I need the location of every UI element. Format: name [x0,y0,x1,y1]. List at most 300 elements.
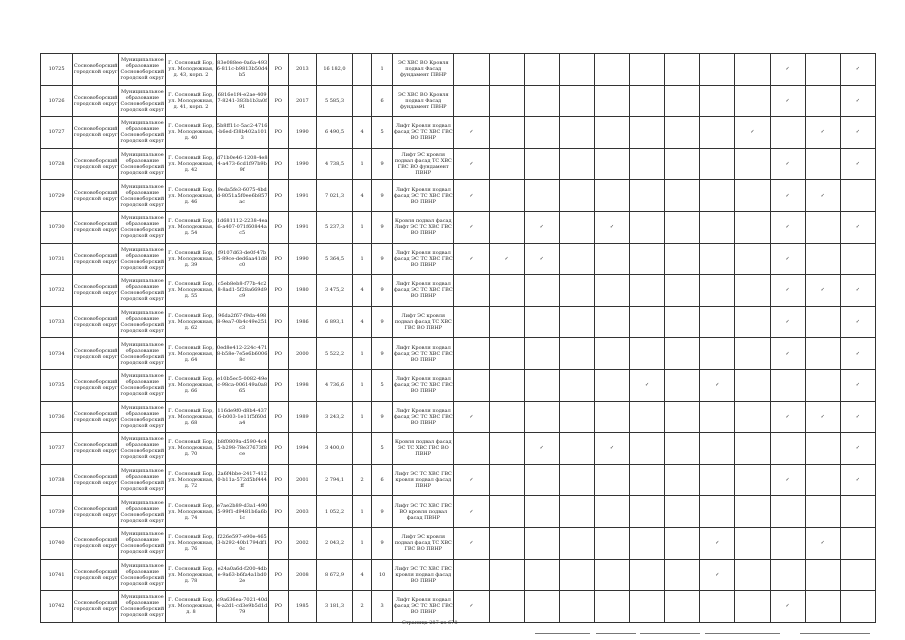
owner-cell: Муниципальное образование Сосновоборский городской округ [119,338,166,370]
empty-cell [805,54,840,86]
empty-cell [665,527,700,559]
year-cell: 1990 [288,243,316,275]
district-cell: Сосновоборский городской округ [73,433,119,465]
empty-cell [735,401,770,433]
check-mark-icon: ✓ [594,211,629,243]
floors-cell: 4 [353,117,372,149]
owner-cell: Муниципальное образование Сосновоборский городской округ [119,117,166,149]
table-row [41,54,876,86]
empty-cell [665,211,700,243]
empty-cell [594,306,629,338]
empty-cell [524,180,559,212]
row-number: 10727 [41,117,73,149]
year-cell: 2013 [288,54,316,86]
district-cell: Сосновоборский городской округ [73,338,119,370]
address-cell: Г. Сосновый Бор, ул. Молодежная, д. 41, корп. 2 [166,85,216,117]
area-cell: 3 475,2 [316,275,352,307]
check-mark-icon: ✓ [805,117,840,149]
empty-cell [559,54,594,86]
owner-cell: Муниципальное образование Сосновоборский городской округ [119,527,166,559]
empty-cell [630,433,665,465]
empty-cell [630,338,665,370]
floors-cell: 1 [353,496,372,528]
empty-cell [805,369,840,401]
guid-cell: 2a6f4bbe-2417-4120-b11a-572d5bf444ff [216,464,268,496]
table-row [41,591,876,623]
empty-cell [735,496,770,528]
empty-cell [700,243,735,275]
guid-cell: b8f0809a-d590-4c45-b298-78e37673f8ce [216,433,268,465]
check-mark-icon: ✓ [454,211,489,243]
row-number: 10735 [41,369,73,401]
empty-cell [805,496,840,528]
empty-cell [805,338,840,370]
district-cell: Сосновоборский городской округ [73,180,119,212]
empty-cell [454,85,489,117]
owner-cell: Муниципальное образование Сосновоборский городской округ [119,401,166,433]
empty-cell [805,306,840,338]
row-number: 10737 [41,433,73,465]
empty-cell [524,464,559,496]
guid-cell: 5b8ff11c-5ac2-4716-b6ed-f38b402a1013 [216,117,268,149]
empty-cell [594,559,629,591]
empty-cell [594,243,629,275]
owner-cell: Муниципальное образование Сосновоборский городской округ [119,54,166,86]
district-cell: Сосновоборский городской округ [73,464,119,496]
check-mark-icon: ✓ [770,275,805,307]
works-cell: ЭС ХВС ВО Кровля подвал Фасад фундамент ПВНР [393,54,454,86]
empty-cell [630,117,665,149]
check-mark-icon: ✓ [630,369,665,401]
check-mark-icon: ✓ [700,559,735,591]
type-cell: РО [268,338,288,370]
district-cell: Сосновоборский городской округ [73,54,119,86]
empty-cell [700,148,735,180]
check-mark-icon: ✓ [840,433,875,465]
check-mark-icon: ✓ [524,243,559,275]
empty-cell [594,464,629,496]
district-cell: Сосновоборский городской округ [73,401,119,433]
empty-cell [805,85,840,117]
empty-cell [700,338,735,370]
district-cell: Сосновоборский городской округ [73,496,119,528]
address-cell: Г. Сосновый Бор, ул. Молодежная, д. 78 [166,559,216,591]
scan-line [640,633,700,634]
owner-cell: Муниципальное образование Сосновоборский городской округ [119,464,166,496]
empty-cell [735,211,770,243]
area-cell: 5 585,3 [316,85,352,117]
table-row [41,306,876,338]
check-mark-icon: ✓ [840,401,875,433]
empty-cell [700,306,735,338]
address-cell: Г. Сосновый Бор, ул. Молодежная, д. 8 [166,591,216,623]
empty-cell [630,401,665,433]
check-mark-icon: ✓ [770,54,805,86]
check-mark-icon: ✓ [454,401,489,433]
works-cell: Лифт Кровля подвал фасад ЭС ТС ХВС ГВС ВО ПВНР [393,117,454,149]
floors-cell: 4 [353,180,372,212]
year-cell: 1990 [288,117,316,149]
check-mark-icon: ✓ [770,85,805,117]
check-mark-icon: ✓ [454,148,489,180]
table-row [41,148,876,180]
empty-cell [665,117,700,149]
empty-cell [770,117,805,149]
works-cell: Кровля подвал фасад ЭС ТС ХВС ГВС ВО ПВНР [393,433,454,465]
works-cell: Лифт Кровля подвал фасад ЭС ТС ХВС ГВС ВО ПВНР [393,243,454,275]
empty-cell [559,401,594,433]
empty-cell [559,275,594,307]
area-cell: 2 794,1 [316,464,352,496]
type-cell: РО [268,591,288,623]
type-cell: РО [268,559,288,591]
area-cell: 4 738,5 [316,148,352,180]
empty-cell [489,527,524,559]
empty-cell [735,180,770,212]
floors-cell: 1 [353,148,372,180]
area-cell: 6 490,5 [316,117,352,149]
owner-cell: Муниципальное образование Сосновоборский городской округ [119,275,166,307]
check-mark-icon: ✓ [840,211,875,243]
empty-cell [524,338,559,370]
row-number: 10739 [41,496,73,528]
check-mark-icon: ✓ [735,117,770,149]
table-row [41,211,876,243]
empty-cell [665,559,700,591]
empty-cell [594,148,629,180]
row-number: 10730 [41,211,73,243]
check-mark-icon: ✓ [594,433,629,465]
guid-cell: 116de9f0-d8b4-4376-b003-1e11f5f60da4 [216,401,268,433]
check-mark-icon: ✓ [454,496,489,528]
empty-cell [594,496,629,528]
row-number: 10741 [41,559,73,591]
check-mark-icon: ✓ [805,401,840,433]
works-cell: Лифт Кровля подвал фасад ЭС ТС ХВС ГВС ВО ПВНР [393,401,454,433]
empty-cell [559,306,594,338]
area-cell: 3 400,0 [316,433,352,465]
check-mark-icon: ✓ [805,180,840,212]
page-footer: Страница 287 из 678 [402,620,458,626]
area-cell: 3 181,3 [316,591,352,623]
empty-cell [559,527,594,559]
address-cell: Г. Сосновый Бор, ул. Молодежная, д. 46 [166,180,216,212]
empty-cell [735,85,770,117]
floors-cell: 4 [353,559,372,591]
area-cell: 1 052,2 [316,496,352,528]
year-cell: 2003 [288,496,316,528]
address-cell: Г. Сосновый Бор, ул. Молодежная, д. 54 [166,211,216,243]
empty-cell [559,559,594,591]
floors-cell: 4 [353,306,372,338]
floors-cell: 1 [353,369,372,401]
type-cell: РО [268,275,288,307]
entrances-cell: 1 [372,54,393,86]
row-number: 10733 [41,306,73,338]
year-cell: 2000 [288,338,316,370]
empty-cell [559,243,594,275]
type-cell: РО [268,180,288,212]
address-cell: Г. Сосновый Бор, ул. Молодежная, д. 74 [166,496,216,528]
empty-cell [524,591,559,623]
type-cell: РО [268,54,288,86]
area-cell: 7 021,3 [316,180,352,212]
floors-cell: 1 [353,243,372,275]
empty-cell [559,433,594,465]
table-row [41,85,876,117]
table-row [41,338,876,370]
empty-cell [524,496,559,528]
empty-cell [630,211,665,243]
type-cell: РО [268,401,288,433]
empty-cell [489,464,524,496]
empty-cell [524,117,559,149]
empty-cell [770,369,805,401]
owner-cell: Муниципальное образование Сосновоборский городской округ [119,433,166,465]
empty-cell [524,306,559,338]
empty-cell [524,275,559,307]
empty-cell [594,527,629,559]
empty-cell [840,243,875,275]
area-cell: 3 243,2 [316,401,352,433]
empty-cell [594,591,629,623]
check-mark-icon: ✓ [770,211,805,243]
check-mark-icon: ✓ [524,433,559,465]
guid-cell: 1d681112-2238-4ea6-a407-071f60844ac5 [216,211,268,243]
entrances-cell: 3 [372,591,393,623]
check-mark-icon: ✓ [770,243,805,275]
empty-cell [594,54,629,86]
area-cell: 5 364,5 [316,243,352,275]
empty-cell [840,180,875,212]
type-cell: РО [268,148,288,180]
empty-cell [700,117,735,149]
address-cell: Г. Сосновый Бор, ул. Молодежная, д. 43, корп. 2 [166,54,216,86]
empty-cell [489,275,524,307]
type-cell: РО [268,306,288,338]
scan-line [705,633,780,634]
owner-cell: Муниципальное образование Сосновоборский городской округ [119,591,166,623]
guid-cell: d71b0e46-1208-4e84-a473-6cd1f97b9b9f [216,148,268,180]
year-cell: 1989 [288,401,316,433]
works-cell: Лифт Кровля подвал фасад ЭС ТС ХВС ГВС ВО ПВНР [393,591,454,623]
empty-cell [735,243,770,275]
empty-cell [559,496,594,528]
guid-cell: 6816e1f4-e2ae-4097-8241-383b1b3a0f91 [216,85,268,117]
works-cell: Лифт Кровля подвал фасад ЭС ТС ХВС ГВС ВО ПВНР [393,369,454,401]
floors-cell [353,433,372,465]
empty-cell [770,496,805,528]
floors-cell: 1 [353,338,372,370]
check-mark-icon: ✓ [454,117,489,149]
row-number: 10731 [41,243,73,275]
empty-cell [665,401,700,433]
empty-cell [665,433,700,465]
check-mark-icon: ✓ [840,85,875,117]
district-cell: Сосновоборский городской округ [73,148,119,180]
empty-cell [665,369,700,401]
guid-cell: 0ed8e412-224c-4718-b58e-7e5e6b60068c [216,338,268,370]
entrances-cell: 5 [372,433,393,465]
empty-cell [735,306,770,338]
works-cell: Лифт Кровля подвал фасад ЭС ТС ХВС ГВС ВО ПВНР [393,275,454,307]
empty-cell [735,369,770,401]
district-cell: Сосновоборский городской округ [73,211,119,243]
works-cell: Лифт ЭС кровля подвал фасад ТС ХВС ГВС ВО ПВНР [393,527,454,559]
type-cell: РО [268,243,288,275]
empty-cell [559,211,594,243]
check-mark-icon: ✓ [454,180,489,212]
scan-line [800,633,870,634]
check-mark-icon: ✓ [840,275,875,307]
owner-cell: Муниципальное образование Сосновоборский городской округ [119,306,166,338]
table-row [41,369,876,401]
empty-cell [594,401,629,433]
year-cell: 1994 [288,433,316,465]
owner-cell: Муниципальное образование Сосновоборский городской округ [119,559,166,591]
table-row [41,433,876,465]
owner-cell: Муниципальное образование Сосновоборский городской округ [119,369,166,401]
year-cell: 1980 [288,275,316,307]
empty-cell [630,180,665,212]
empty-cell [665,306,700,338]
row-number: 10729 [41,180,73,212]
table-row [41,180,876,212]
check-mark-icon: ✓ [700,369,735,401]
empty-cell [454,54,489,86]
check-mark-icon: ✓ [805,527,840,559]
type-cell: РО [268,496,288,528]
table-row [41,559,876,591]
empty-cell [735,54,770,86]
check-mark-icon: ✓ [454,527,489,559]
works-cell: ЭС ХВС ВО Кровля подвал Фасад фундамент ПВНР [393,85,454,117]
entrances-cell: 9 [372,306,393,338]
floors-cell: 1 [353,211,372,243]
empty-cell [700,433,735,465]
row-number: 10736 [41,401,73,433]
district-cell: Сосновоборский городской округ [73,306,119,338]
check-mark-icon: ✓ [770,180,805,212]
empty-cell [454,306,489,338]
empty-cell [665,338,700,370]
type-cell: РО [268,527,288,559]
empty-cell [770,433,805,465]
empty-cell [665,243,700,275]
empty-cell [700,54,735,86]
empty-cell [489,369,524,401]
empty-cell [665,496,700,528]
floors-cell: 2 [353,464,372,496]
empty-cell [559,148,594,180]
check-mark-icon: ✓ [840,306,875,338]
year-cell: 2001 [288,464,316,496]
empty-cell [700,180,735,212]
empty-cell [665,464,700,496]
empty-cell [524,401,559,433]
district-cell: Сосновоборский городской округ [73,117,119,149]
guid-cell: 9eda5fe3-6075-4bdd-8051a5f0ee6b857ac [216,180,268,212]
works-cell: Лифт ЭС ТС ХВС ГВС ВО кровля подвал фасад ПВНР [393,496,454,528]
entrances-cell: 9 [372,180,393,212]
guid-cell: 83e088ee-0a6a-4936-811c-b9813b50d4b5 [216,54,268,86]
empty-cell [524,54,559,86]
empty-cell [454,369,489,401]
floors-cell: 2 [353,591,372,623]
check-mark-icon: ✓ [840,148,875,180]
address-cell: Г. Сосновый Бор, ул. Молодежная, д. 40 [166,117,216,149]
empty-cell [630,54,665,86]
year-cell: 1991 [288,211,316,243]
empty-cell [594,275,629,307]
empty-cell [559,85,594,117]
area-cell: 2 043,2 [316,527,352,559]
table-row [41,464,876,496]
empty-cell [805,148,840,180]
works-cell: Лифт Кровля подвал фасад ЭС ТС ХВС ГВС ВО ПВНР [393,180,454,212]
address-cell: Г. Сосновый Бор, ул. Молодежная, д. 39 [166,243,216,275]
empty-cell [770,559,805,591]
area-cell: 16 182,0 [316,54,352,86]
empty-cell [735,559,770,591]
row-number: 10728 [41,148,73,180]
check-mark-icon: ✓ [524,211,559,243]
entrances-cell: 9 [372,401,393,433]
entrances-cell: 9 [372,275,393,307]
register-body [41,54,876,623]
empty-cell [630,464,665,496]
address-cell: Г. Сосновый Бор, ул. Молодежная, д. 72 [166,464,216,496]
owner-cell: Муниципальное образование Сосновоборский городской округ [119,211,166,243]
empty-cell [489,54,524,86]
check-mark-icon: ✓ [770,464,805,496]
empty-cell [735,148,770,180]
empty-cell [489,433,524,465]
owner-cell: Муниципальное образование Сосновоборский городской округ [119,243,166,275]
check-mark-icon: ✓ [840,117,875,149]
empty-cell [665,148,700,180]
check-mark-icon: ✓ [489,243,524,275]
address-cell: Г. Сосновый Бор, ул. Молодежная, д. 42 [166,148,216,180]
empty-cell [630,85,665,117]
works-cell: Лифт ЭС кровля подвал фасад ТС ХВС ГВС ВО фундамент ПВНР [393,148,454,180]
register-table [40,53,876,623]
entrances-cell: 9 [372,243,393,275]
empty-cell [524,559,559,591]
type-cell: РО [268,433,288,465]
floors-cell: 1 [353,527,372,559]
year-cell: 1991 [288,180,316,212]
check-mark-icon: ✓ [840,369,875,401]
scan-line [535,633,590,634]
district-cell: Сосновоборский городской округ [73,559,119,591]
empty-cell [630,496,665,528]
empty-cell [524,527,559,559]
empty-cell [665,85,700,117]
table-row [41,243,876,275]
year-cell: 2008 [288,559,316,591]
owner-cell: Муниципальное образование Сосновоборский городской округ [119,180,166,212]
empty-cell [594,180,629,212]
empty-cell [594,369,629,401]
empty-cell [489,85,524,117]
empty-cell [665,275,700,307]
empty-cell [700,591,735,623]
empty-cell [805,559,840,591]
empty-cell [489,559,524,591]
empty-cell [594,338,629,370]
row-number: 10742 [41,591,73,623]
